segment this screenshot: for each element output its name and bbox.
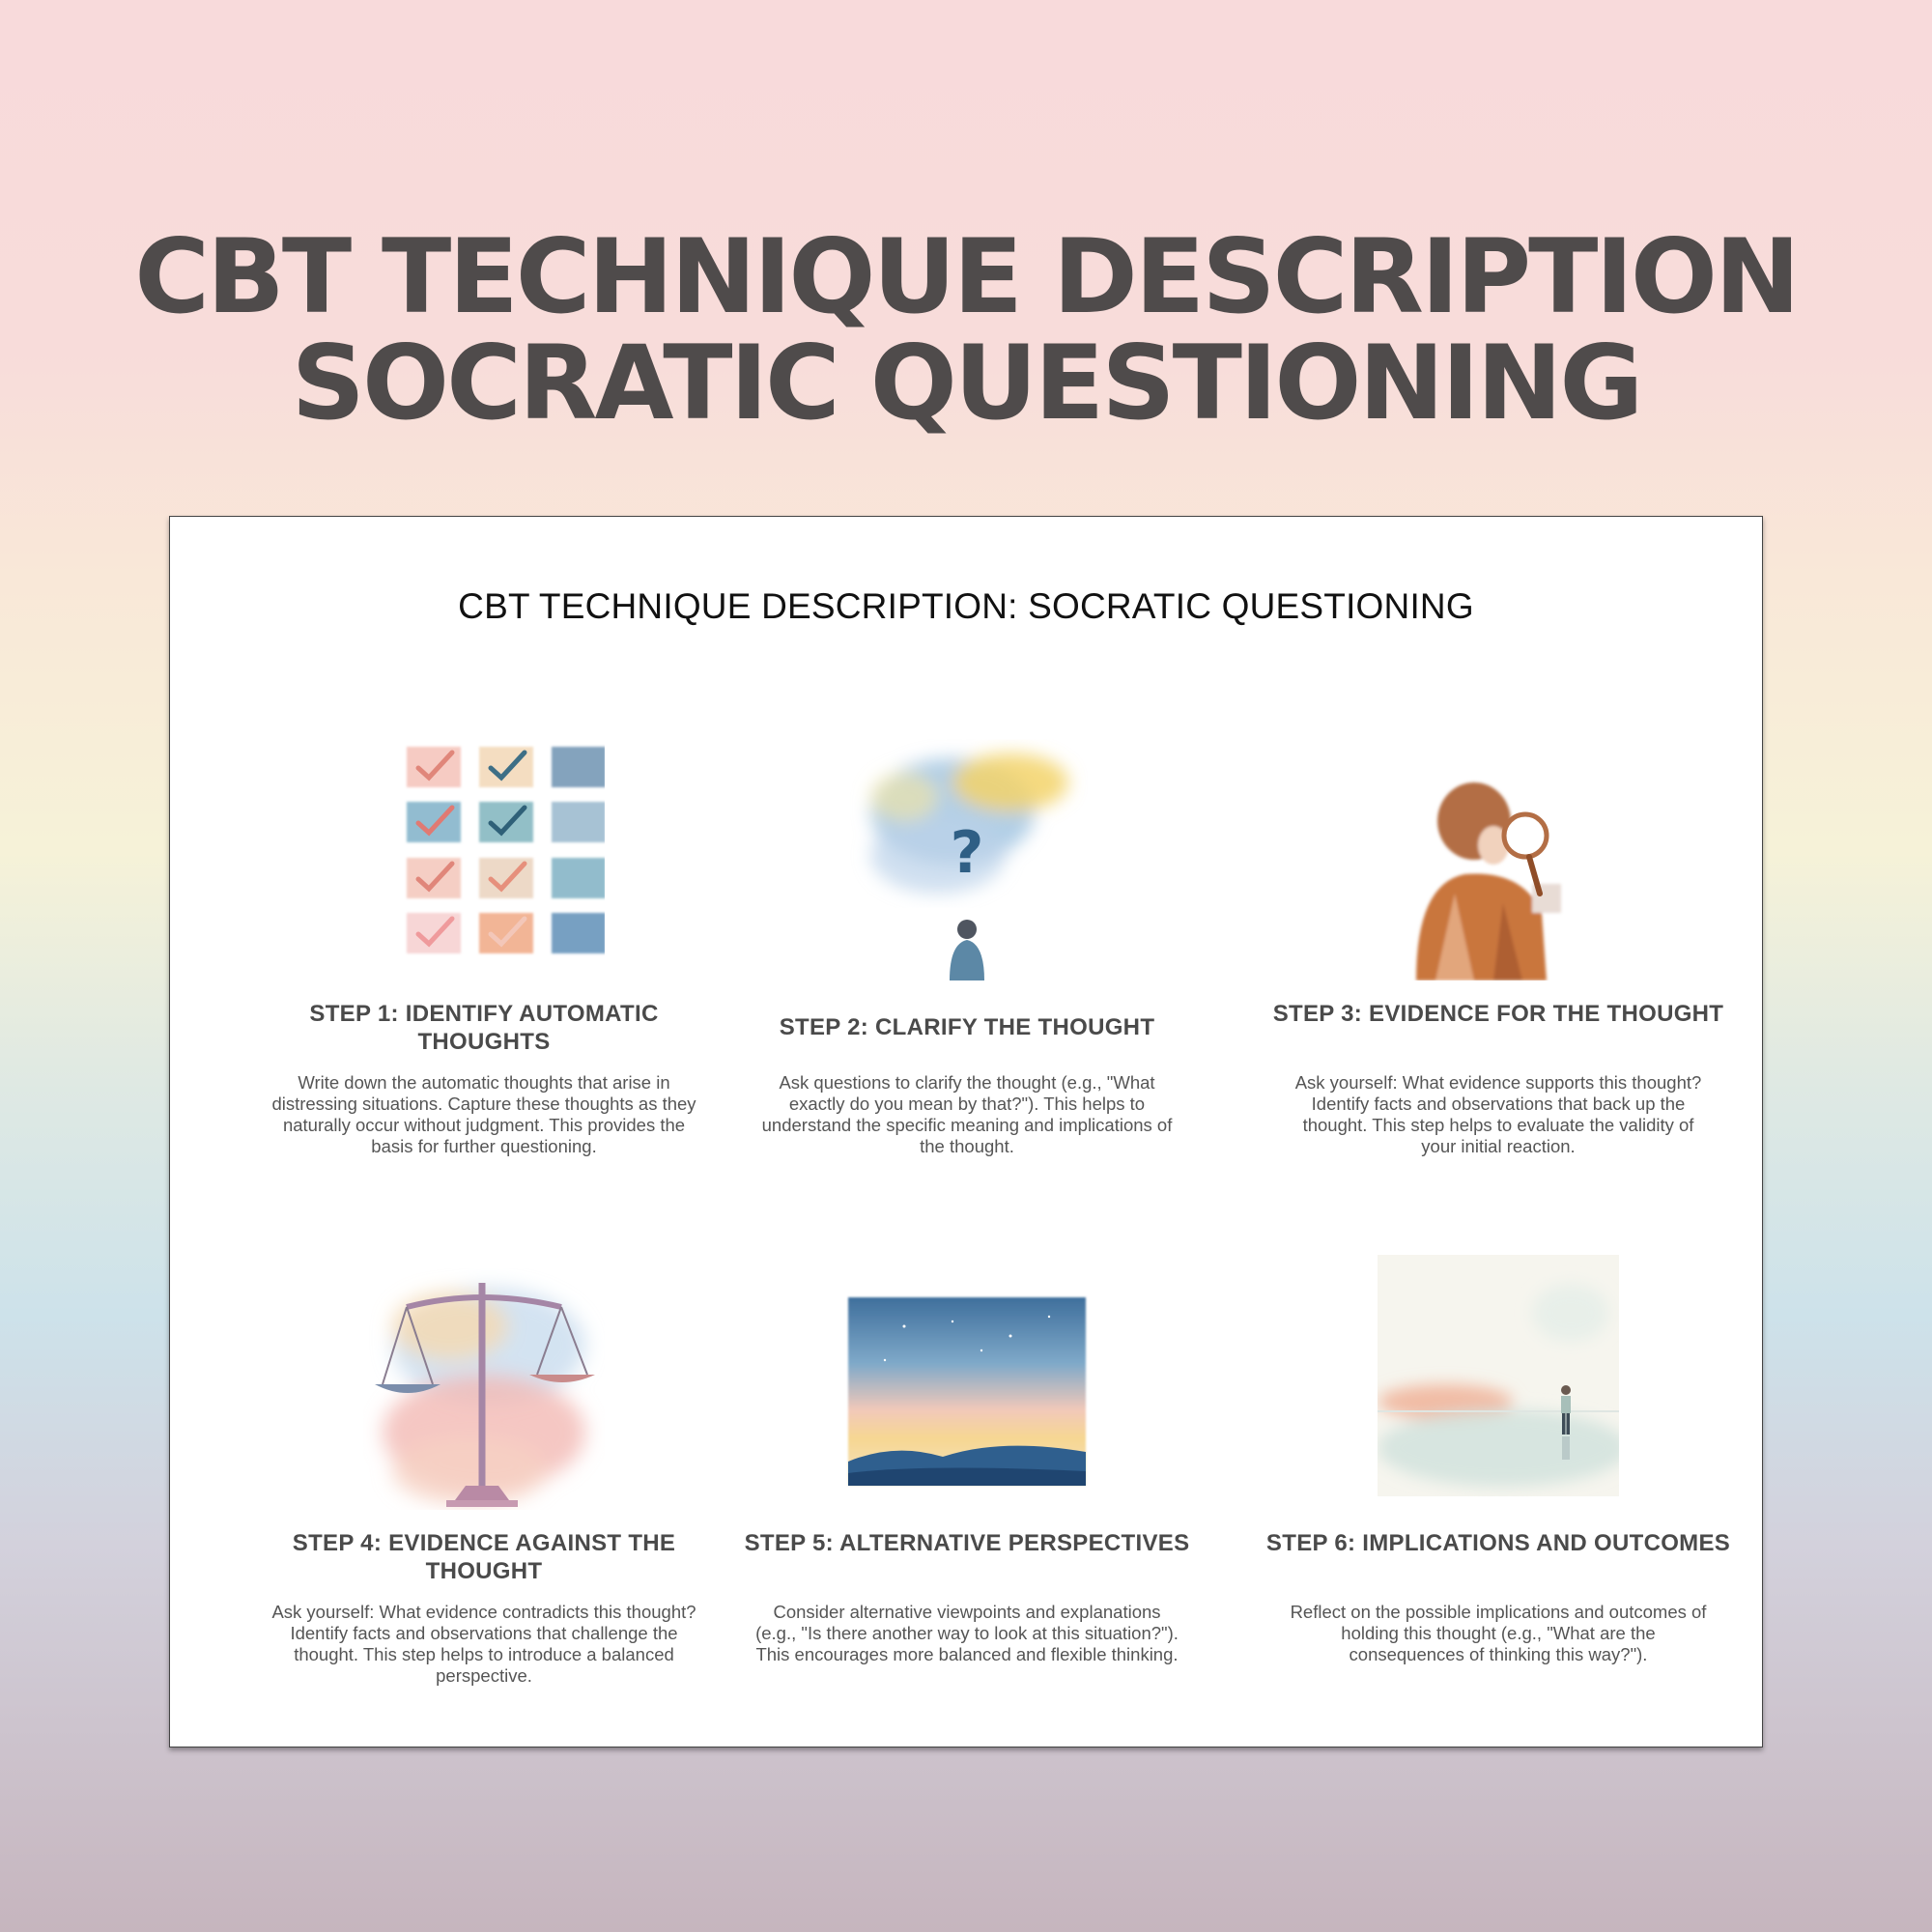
question-cloud-person-icon	[846, 739, 1088, 980]
step-3-description: Ask yourself: What evidence supports this thought? Identify facts and observations that back up the thought. This step helps to evaluate the validity of your initial reaction.	[1294, 1072, 1702, 1156]
balance-scale-icon	[363, 1268, 605, 1510]
step-4-heading: STEP 4: EVIDENCE AGAINST THE THOUGHT	[292, 1530, 676, 1584]
magnifying-glass-person-icon	[1378, 739, 1619, 980]
step-5-heading: STEP 5: ALTERNATIVE PERSPECTIVES	[744, 1530, 1190, 1556]
step-2-description: Ask questions to clarify the thought (e.g., "What exactly do you mean by that?"). This helps to understand the specific meaning and implications of the thought.	[761, 1072, 1173, 1156]
checklist-watercolor-icon	[363, 739, 605, 980]
step-4-description: Ask yourself: What evidence contradicts this thought? Identify facts and observations that challenge the thought. This step helps to introduce a balanced perspective.	[271, 1602, 696, 1686]
svg-text:?: ?	[950, 819, 984, 887]
card-title: CBT TECHNIQUE DESCRIPTION: SOCRATIC QUESTIONING	[458, 586, 1474, 626]
hero-title	[0, 217, 1932, 442]
step-1-heading: STEP 1: IDENTIFY AUTOMATIC THOUGHTS	[309, 1001, 659, 1055]
worksheet-card	[169, 516, 1763, 1747]
step-3-heading: STEP 3: EVIDENCE FOR THE THOUGHT	[1272, 1001, 1724, 1027]
hero-title-line-2: SOCRATIC QUESTIONING	[291, 324, 1641, 442]
step-5-description: Consider alternative viewpoints and explanations (e.g., "Is there another way to look at this situation?"). This encourages more balanced and flexible thinking.	[755, 1602, 1179, 1664]
step-2-heading: STEP 2: CLARIFY THE THOUGHT	[779, 1014, 1155, 1040]
step-6-description: Reflect on the possible implications and outcomes of holding this thought (e.g., "What are the consequences of thinking this way?").	[1290, 1602, 1707, 1664]
step-6-heading: STEP 6: IMPLICATIONS AND OUTCOMES	[1265, 1530, 1731, 1556]
sky-horizon-landscape-icon	[846, 1268, 1088, 1510]
step-1-description: Write down the automatic thoughts that arise in distressing situations. Capture these thoughts as they naturally occur without judgment. This provides the basis for further questioning.	[271, 1072, 696, 1156]
hero-title-line-1: CBT TECHNIQUE DESCRIPTION	[134, 217, 1798, 336]
person-on-shore-icon	[1378, 1255, 1619, 1496]
